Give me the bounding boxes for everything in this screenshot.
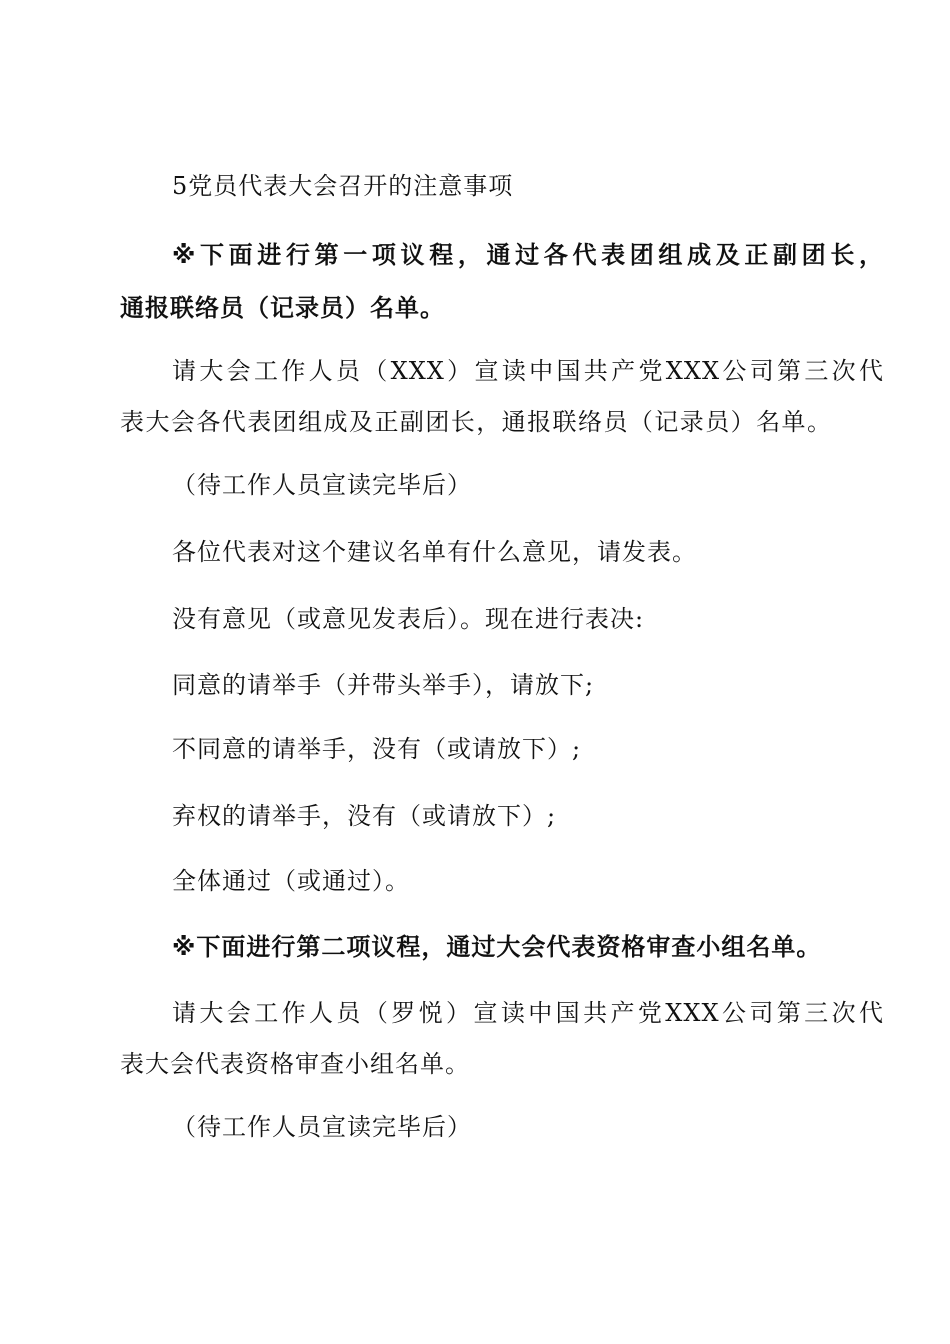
agenda-item-2: ※下面进行第二项议程，通过大会代表资格审查小组名单。 (172, 933, 822, 961)
vote-agree-line: 同意的请举手（并带头举手），请放下; (172, 671, 595, 699)
paragraph-2-line-2: 表大会代表资格审查小组名单。 (120, 1050, 470, 1078)
agenda-item-1-line-1: ※下面进行第一项议程，通过各代表团组成及正副团长， (172, 241, 884, 269)
no-opinion-line: 没有意见（或意见发表后）。现在进行表决: (172, 605, 645, 633)
paragraph-2-line-1: 请大会工作人员（罗悦）宣读中国共产党XXX公司第三次代 (172, 999, 884, 1027)
vote-disagree-line: 不同意的请举手，没有（或请放下）; (172, 735, 582, 763)
vote-result-line: 全体通过（或通过）。 (172, 867, 410, 895)
wait-note-2: （待工作人员宣读完毕后） (172, 1113, 472, 1141)
section-heading: 5党员代表大会召开的注意事项 (172, 172, 514, 200)
paragraph-1-line-2: 表大会各代表团组成及正副团长，通报联络员（记录员）名单。 (120, 408, 832, 436)
vote-abstain-line: 弃权的请举手，没有（或请放下）; (172, 802, 557, 830)
paragraph-1-line-1: 请大会工作人员（XXX）宣读中国共产党XXX公司第三次代 (172, 357, 884, 385)
agenda-item-1-line-2: 通报联络员（记录员）名单。 (120, 294, 445, 322)
wait-note-1: （待工作人员宣读完毕后） (172, 471, 472, 499)
opinion-prompt: 各位代表对这个建议名单有什么意见，请发表。 (172, 538, 697, 566)
